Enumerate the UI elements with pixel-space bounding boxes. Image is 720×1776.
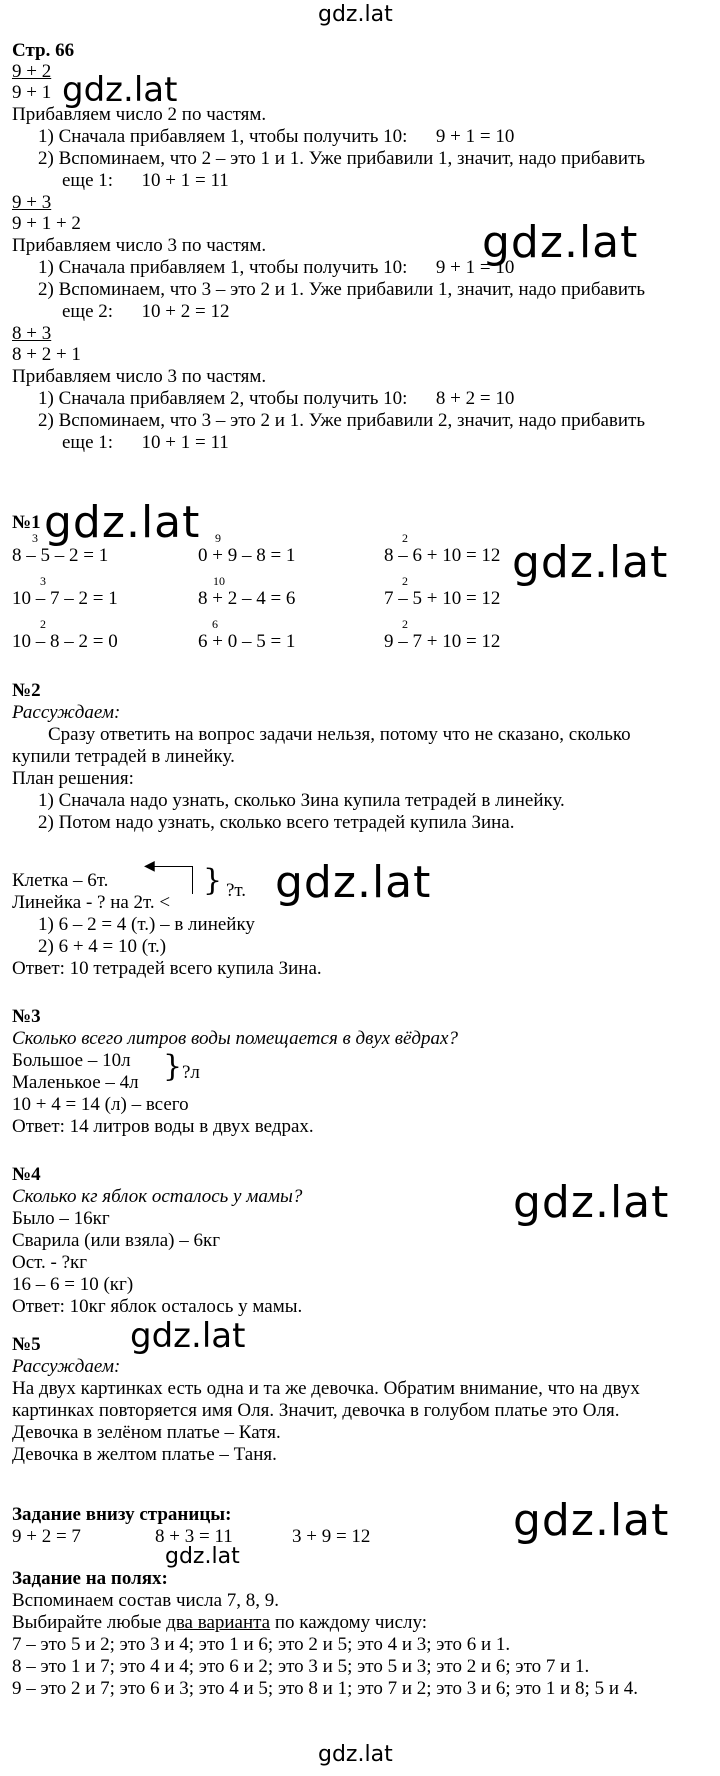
watermark: gdz.lat [130, 1316, 246, 1356]
margin-task-line2-underlined: два варианта [166, 1612, 271, 1633]
block2-step1: 1) Сначала прибавляем 1, чтобы получить 10: 9 + 1 = 10 [38, 257, 515, 278]
relation-arrow-line [152, 866, 192, 867]
task2-cond2: Линейка - ? на 2т. < [12, 892, 171, 913]
task4-title: №4 [12, 1164, 41, 1185]
watermark: gdz.lat [44, 497, 201, 548]
task1-equation: 8 – 5 – 2 = 1 [12, 545, 109, 566]
watermark: gdz.lat [275, 857, 432, 908]
task1-sup: 10 [213, 574, 225, 588]
block1-step2b: еще 1: 10 + 1 = 11 [62, 170, 229, 191]
task4-line2: Сварила (или взяла) – 6кг [12, 1230, 221, 1251]
brace-icon: } [163, 1049, 183, 1084]
task5-line1: На двух картинках есть одна и та же девочка. Обратим внимание, что на двух [12, 1378, 640, 1399]
block2-expr: 9 + 1 + 2 [12, 213, 81, 234]
task2-title: №2 [12, 680, 41, 701]
arrow-head-icon: ◀ [144, 859, 155, 874]
task3-solution: 10 + 4 = 14 (л) – всего [12, 1094, 189, 1115]
task2-plan2: 2) Потом надо узнать, сколько всего тетрадей купила Зина. [38, 812, 515, 833]
task1-sup: 2 [40, 617, 46, 631]
task1-sup: 2 [402, 531, 408, 545]
task4-answer: Ответ: 10кг яблок осталось у мамы. [12, 1296, 303, 1317]
task2-reasoning-label: Рассуждаем: [12, 702, 121, 723]
task2-plan: План решения: [12, 768, 134, 789]
task2-brace-question: ?т. [226, 880, 247, 901]
bottom-task-eq3: 3 + 9 = 12 [292, 1526, 371, 1547]
task4-line3: Ост. - ?кг [12, 1252, 88, 1273]
task2-sol2: 2) 6 + 4 = 10 (т.) [38, 936, 167, 957]
watermark-header: gdz.lat [318, 2, 393, 27]
task1-equation: 8 – 6 + 10 = 12 [384, 545, 501, 566]
task5-title: №5 [12, 1334, 41, 1355]
block2-step2b: еще 2: 10 + 2 = 12 [62, 301, 230, 322]
task1-sup: 3 [32, 531, 38, 545]
watermark: gdz.lat [513, 1495, 670, 1546]
task2-para2: купили тетрадей в линейку. [12, 746, 235, 767]
task2-cond1: Клетка – 6т. [12, 870, 109, 891]
task2-plan1: 1) Сначала надо узнать, сколько Зина купила тетрадей в линейку. [38, 790, 565, 811]
margin-task-line2-post: по каждому числу: [270, 1612, 428, 1633]
task1-equation: 10 – 8 – 2 = 0 [12, 631, 118, 652]
block2-step2a: 2) Вспоминаем, что 3 – это 2 и 1. Уже прибавили 1, значит, надо прибавить [38, 279, 646, 300]
page-title: Стр. 66 [12, 40, 75, 61]
margin-task-line2 [12, 1612, 427, 1634]
task1-equation: 8 + 2 – 4 = 6 [198, 588, 296, 609]
block3-step2a: 2) Вспоминаем, что 3 – это 2 и 1. Уже прибавили 2, значит, надо прибавить [38, 410, 646, 431]
task3-cond2: Маленькое – 4л [12, 1072, 139, 1093]
task3-cond1: Большое – 10л [12, 1050, 131, 1071]
block1-step1: 1) Сначала прибавляем 1, чтобы получить 10: 9 + 1 = 10 [38, 126, 515, 147]
watermark: gdz.lat [513, 1177, 670, 1228]
block3-expr: 8 + 2 + 1 [12, 344, 81, 365]
task2-sol1: 1) 6 – 2 = 4 (т.) – в линейку [38, 914, 255, 935]
bottom-task-eq1: 9 + 2 = 7 [12, 1526, 81, 1547]
margin-task-line2-pre: Выбирайте любые [12, 1612, 167, 1633]
block1-title: 9 + 2 [12, 61, 52, 82]
margin-task-title: Задание на полях: [12, 1568, 168, 1589]
task5-line4: Девочка в желтом платье – Таня. [12, 1444, 277, 1465]
task1-equation: 6 + 0 – 5 = 1 [198, 631, 296, 652]
block1-step2a: 2) Вспоминаем, что 2 – это 1 и 1. Уже прибавили 1, значит, надо прибавить [38, 148, 646, 169]
block2-title: 9 + 3 [12, 192, 52, 213]
task1-equation: 0 + 9 – 8 = 1 [198, 545, 296, 566]
task5-reasoning-label: Рассуждаем: [12, 1356, 121, 1377]
task3-question: Сколько всего литров воды помещается в двух вёдрах? [12, 1028, 458, 1049]
watermark: gdz.lat [482, 217, 639, 268]
task1-equation: 9 – 7 + 10 = 12 [384, 631, 501, 652]
brace-icon: } [203, 863, 223, 898]
task1-sup: 9 [215, 531, 221, 545]
task4-line1: Было – 16кг [12, 1208, 110, 1229]
task5-line3: Девочка в зелёном платье – Катя. [12, 1422, 281, 1443]
block2-desc: Прибавляем число 3 по частям. [12, 235, 267, 256]
watermark: gdz.lat [512, 537, 669, 588]
task1-sup: 6 [212, 617, 218, 631]
bottom-task-eq2: 8 + 3 = 11 [155, 1526, 233, 1547]
block1-expr: 9 + 1 [12, 82, 52, 103]
margin-task-line1: Вспоминаем состав числа 7, 8, 9. [12, 1590, 280, 1611]
task5-line2: картинках повторяется имя Оля. Значит, девочка в голубом платье это Оля. [12, 1400, 620, 1421]
task4-question: Сколько кг яблок осталось у мамы? [12, 1186, 303, 1207]
watermark: gdz.lat [165, 1544, 240, 1569]
task3-brace-question: ?л [182, 1062, 200, 1083]
task2-para1: Сразу ответить на вопрос задачи нельзя, потому что не сказано, сколько [48, 724, 631, 745]
task1-sup: 3 [40, 574, 46, 588]
margin-task-line4: 8 – это 1 и 7; это 4 и 4; это 6 и 2; это 3 и 5; это 5 и 3; это 2 и 6; это 7 и 1. [12, 1656, 590, 1677]
margin-task-line5: 9 – это 2 и 7; это 6 и 3; это 4 и 5; это 8 и 1; это 7 и 2; это 3 и 6; это 1 и 8; 5 и 4. [12, 1678, 638, 1699]
watermark-footer: gdz.lat [318, 1742, 393, 1767]
block3-step1: 1) Сначала прибавляем 2, чтобы получить 10: 8 + 2 = 10 [38, 388, 515, 409]
task2-answer: Ответ: 10 тетрадей всего купила Зина. [12, 958, 322, 979]
task4-solution: 16 – 6 = 10 (кг) [12, 1274, 134, 1295]
task1-equation: 10 – 7 – 2 = 1 [12, 588, 118, 609]
relation-arrow-vert [192, 866, 193, 894]
bottom-task-title: Задание внизу страницы: [12, 1504, 232, 1525]
task1-sup: 2 [402, 574, 408, 588]
task3-title: №3 [12, 1006, 41, 1027]
task1-equation: 7 – 5 + 10 = 12 [384, 588, 501, 609]
task1-title: №1 [12, 512, 41, 533]
watermark: gdz.lat [62, 70, 178, 110]
block3-step2b: еще 1: 10 + 1 = 11 [62, 432, 229, 453]
block3-desc: Прибавляем число 3 по частям. [12, 366, 267, 387]
block3-title: 8 + 3 [12, 323, 52, 344]
task1-sup: 2 [402, 617, 408, 631]
margin-task-line3: 7 – это 5 и 2; это 3 и 4; это 1 и 6; это 2 и 5; это 4 и 3; это 6 и 1. [12, 1634, 511, 1655]
block1-desc: Прибавляем число 2 по частям. [12, 104, 267, 125]
task3-answer: Ответ: 14 литров воды в двух ведрах. [12, 1116, 314, 1137]
